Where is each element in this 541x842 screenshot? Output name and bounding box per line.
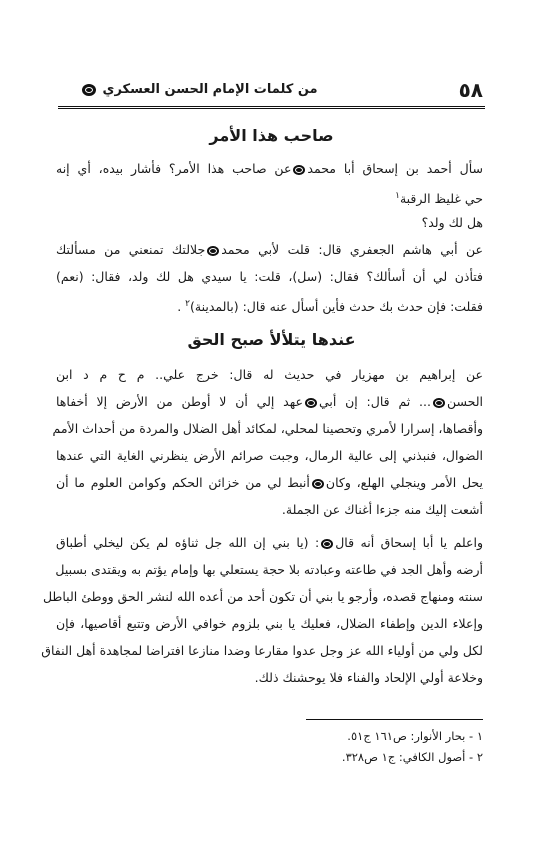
paragraph-line: وأقصاها، إسرارا لأمري وتحصينا لمحلي، لمكائد أهل الضلال والمردة من أحداث الأمم <box>52 421 483 436</box>
honorific-seal-icon <box>321 539 333 549</box>
running-title <box>80 82 318 97</box>
honorific-seal-icon <box>207 246 219 256</box>
honorific-seal-icon <box>433 398 445 408</box>
paragraph-line: وخلاعة أولي الإلحاد والفناء فلا يوحشنك ذلك. <box>254 670 483 685</box>
paragraph-line: فتأذن لي أن أسألك؟ فقال: (سل)، قلت: يا سيدي هل لك ولد، فقال: (نعم) <box>56 269 483 284</box>
paragraph-line: عن أبي هاشم الجعفري قال: قلت لأبي محمدجلالتك تمنعني من مسألتك <box>56 242 484 257</box>
page-header <box>58 74 485 109</box>
paragraph-line: أرضه وأهل الجد في طاعته وعبادته بلا حجة يستعلي بها وإمام يؤتم به ويقتدى بسبيل <box>55 562 483 577</box>
paragraph-line: لكل ولي من أولياء الله عز وجل عدوا مقارعا وضدا منازعا افتراضا لمجاهدة أهل النفاق <box>41 643 483 658</box>
footnote-2: ٢ - أصول الكافي: ج١ ص٣٢٨. <box>341 750 483 764</box>
section-title-1: صاحب هذا الأمر <box>209 126 334 145</box>
paragraph-line: عن إبراهيم بن مهزيار في حديث له قال: خرج علي.. م ح م د ابن <box>56 367 483 382</box>
paragraph-line: سنته ومنهاج قصده، وأرجو يا بني أن تكون أحد من أعده الله لنشر الحق ووطئ الباطل <box>42 589 483 604</box>
paragraph-line: الضوال، فنبذني إلى عالية الرمال، وجبت صرائم الأرض ينظرني الغاية التي عندها <box>56 448 483 463</box>
section-title-2: عندها يتلألأ صبح الحق <box>187 330 356 349</box>
running-title-text: من كلمات الإمام الحسن العسكري <box>102 82 318 97</box>
honorific-seal-icon <box>305 398 317 408</box>
paragraph-line: واعلم يا أبا إسحاق أنه قال: (يا بني إن الله جل ثناؤه لم يكن ليخلي أطباق <box>56 535 483 550</box>
paragraph-line: يحل الأمر وينجلي الهلع، وكانأنبط لي من خزائن الحكم وكوامن العلوم ما أن <box>56 475 483 490</box>
page-number: ٥٨ <box>458 78 483 102</box>
paragraph-line: الحسن... ثم قال: إن أبيعهد إلي أن لا أوطن من الأرض إلا أخفاها <box>56 394 483 409</box>
honorific-seal-icon <box>293 165 305 175</box>
footnote-divider <box>306 719 483 720</box>
paragraph-line: أشعت إليك منه جزءا أغناك عن الجملة. <box>281 502 483 517</box>
paragraph-line: هل لك ولد؟ <box>421 215 483 230</box>
paragraph-line: سأل أحمد بن إسحاق أبا محمدعن صاحب هذا الأمر؟ فأشار بيده، أي إنه <box>56 161 483 176</box>
honorific-seal-icon <box>312 479 324 489</box>
footnote-ref: ١ <box>395 191 400 201</box>
honorific-seal-icon <box>82 84 96 96</box>
footnote-ref: ٢ <box>185 299 190 309</box>
footnote-1: ١ - بحار الأنوار: ص١٦١ ج٥١. <box>347 729 483 743</box>
paragraph-line: وإعلاء الدين وإطفاء الضلال، فعليك يا بني بلزوم خوافي الأرض وتتبع أقاصيها، فإن <box>56 616 483 631</box>
paragraph-line: حي غليظ الرقبة$^١$ <box>395 191 483 207</box>
paragraph-line: فقلت: فإن حدث بك حدث فأين أسأل عنه قال: (بالمدينة)$^٢$ . <box>177 299 483 315</box>
